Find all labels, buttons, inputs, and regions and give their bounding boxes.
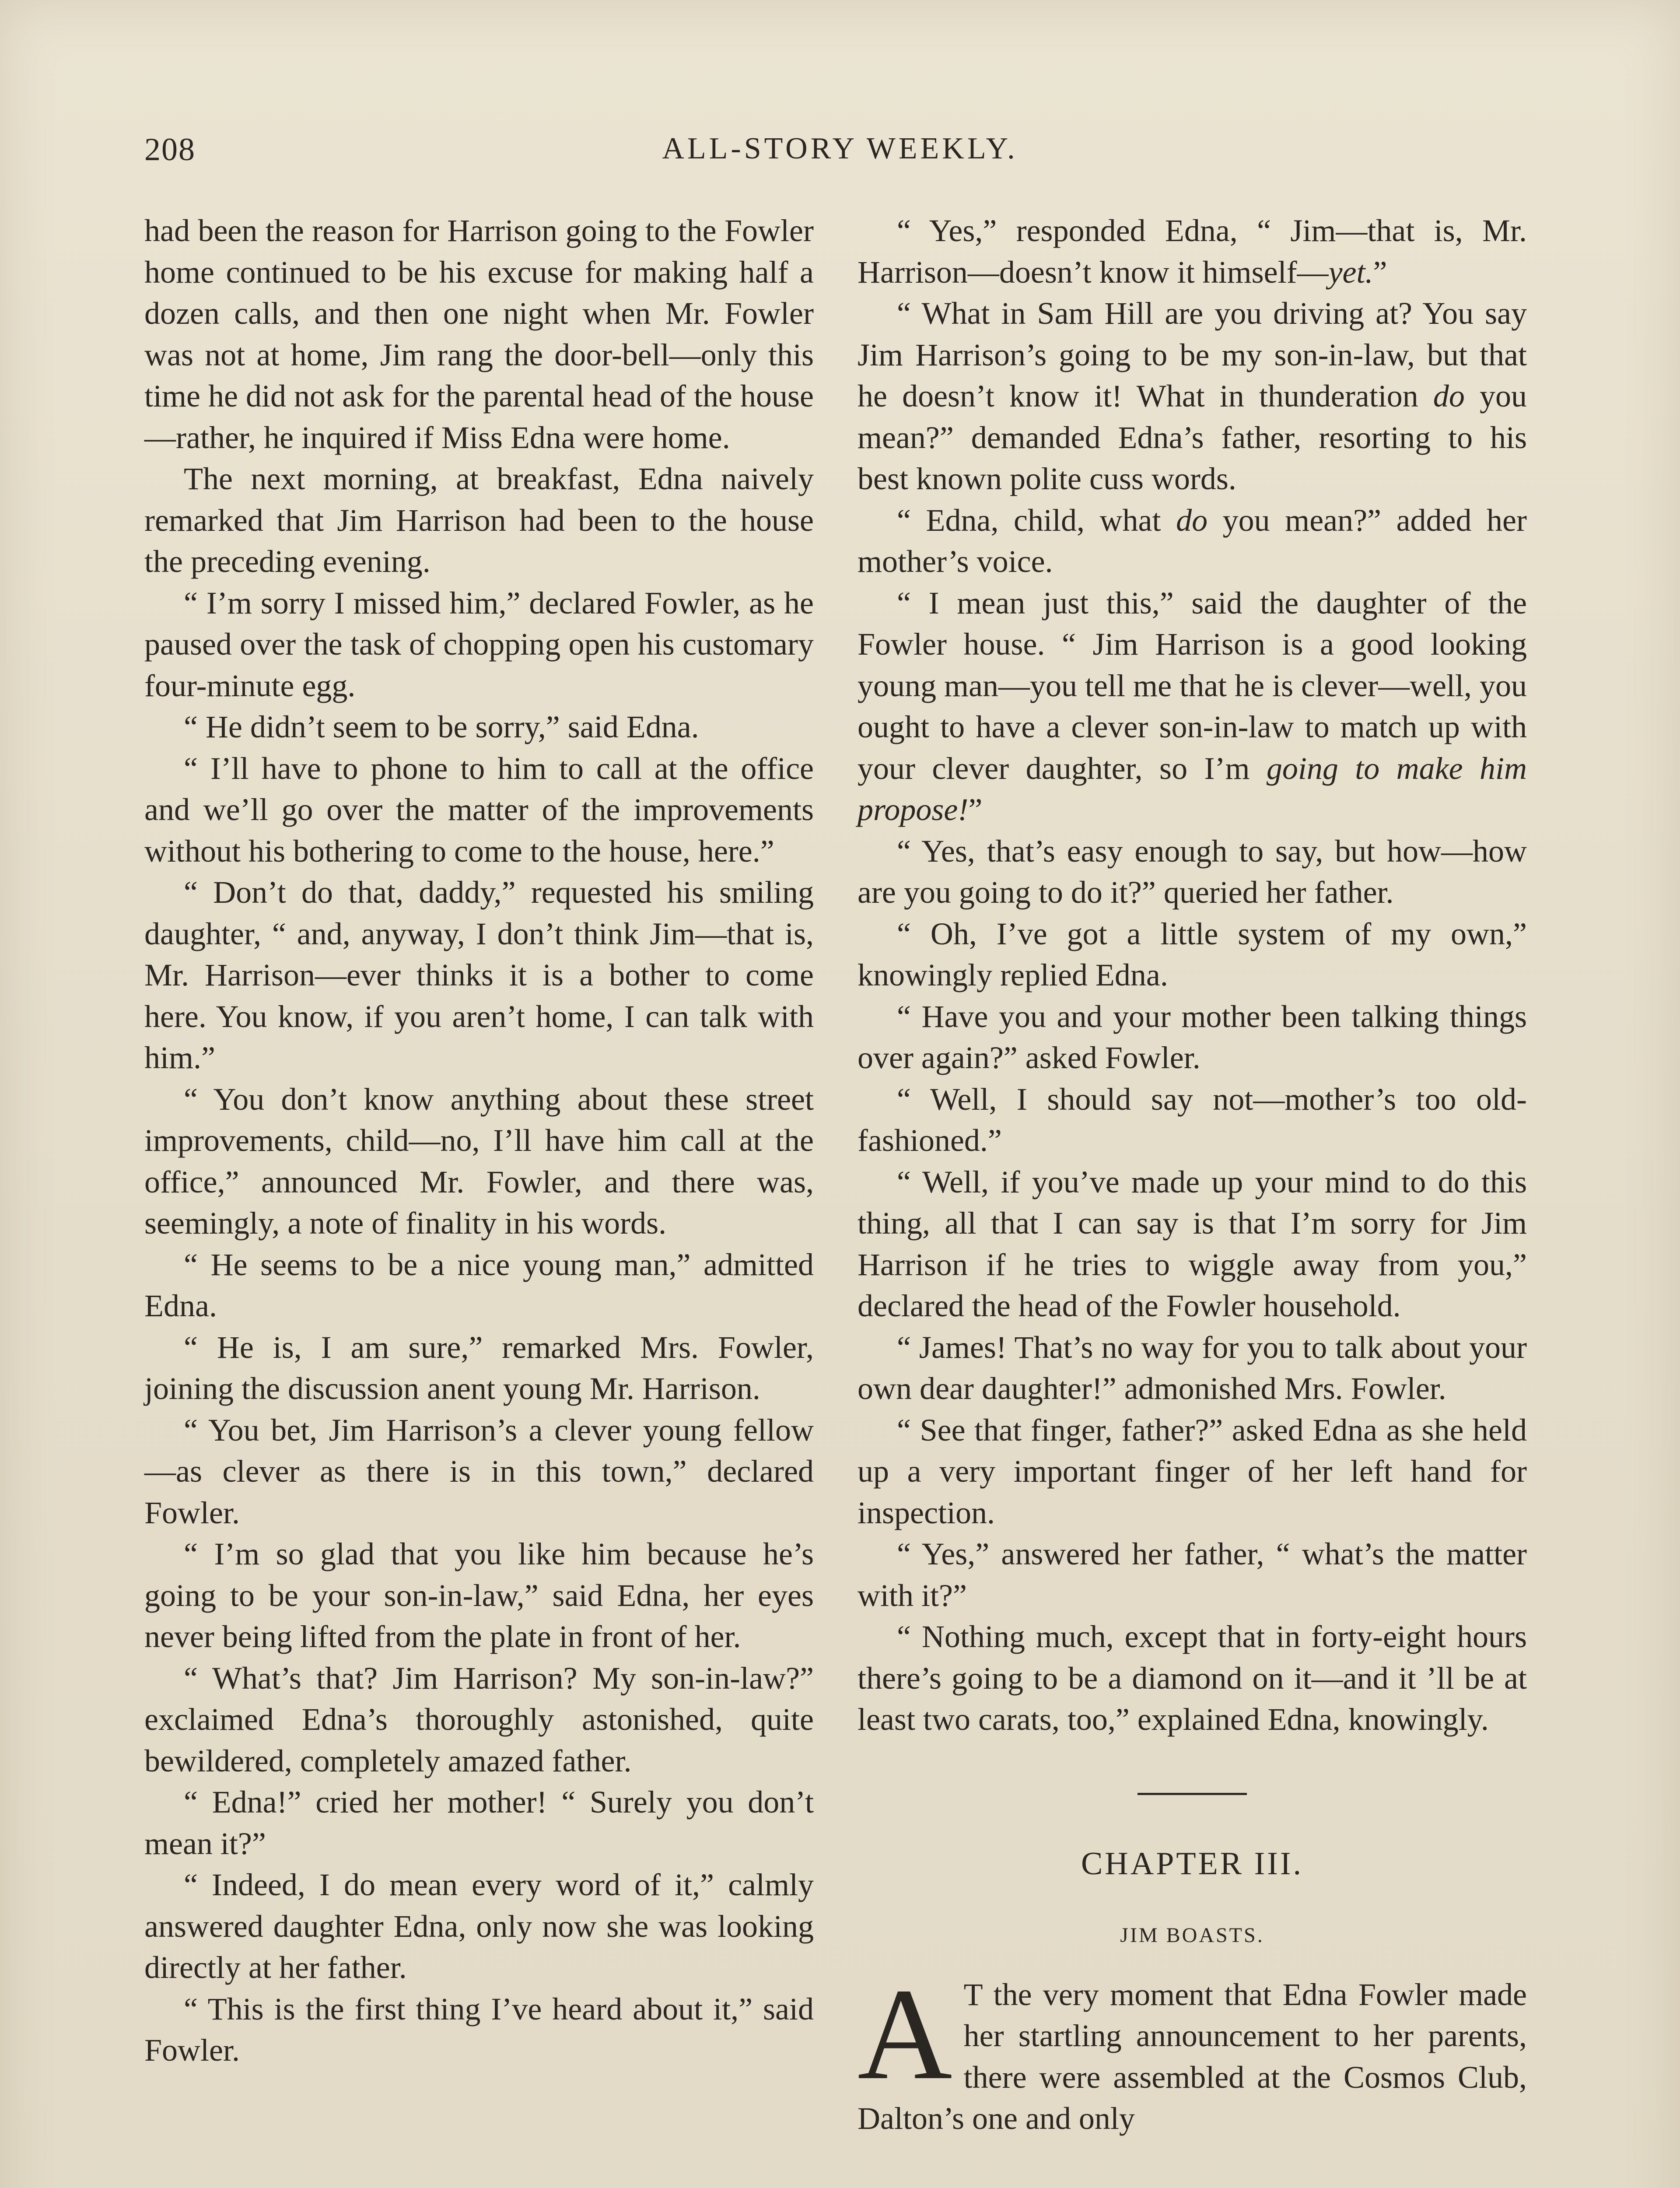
italic-text: do: [1176, 502, 1208, 538]
text-run: T the very moment that Edna Fowler made her startling announcement to her parents, there were assembled at the Cosmos Club, Dalton’s one and only: [858, 1977, 1527, 2136]
chapter-title: CHAPTER III.: [1081, 1845, 1304, 1882]
paragraph: “ Edna!” cried her mother! “ Surely you don’t mean it?”: [144, 1785, 814, 1861]
paragraph: “ Yes,” answered her father, “ what’s the matter with it?”: [858, 1536, 1527, 1613]
paragraph: “ Yes, that’s easy enough to say, but how—how are you going to do it?” queried her father.: [858, 833, 1527, 910]
chapter-opening-paragraph: [858, 1961, 1527, 2139]
italic-text: yet.: [1328, 254, 1373, 290]
paragraph: had been the reason for Harrison going to the Fowler home continued to be his excuse for making half a dozen calls, and then one night when Mr. Fowler was not at home, Jim rang the door-bell—only this time he did not ask for the parental head of the house—rather, he inquired if Miss Edna were home.: [144, 213, 814, 455]
running-head: ALL-STORY WEEKLY.: [662, 132, 1018, 165]
paragraph: [858, 210, 1527, 293]
italic-text: do: [1433, 379, 1465, 414]
paragraph: “ See that finger, father?” asked Edna as she held up a very important finger of her left hand for inspection.: [858, 1412, 1527, 1530]
paragraph: “ He didn’t seem to be sorry,” said Edna.: [184, 709, 699, 744]
paragraph: “ What’s that? Jim Harrison? My son-in-law?” exclaimed Edna’s thoroughly astonished, quite bewildered, completely amazed father.: [144, 1660, 814, 1778]
paragraph: “ Have you and your mother been talking things over again?” asked Fowler.: [858, 999, 1527, 1075]
left-column: [144, 210, 814, 2071]
paragraph: “ He seems to be a nice young man,” admitted Edna.: [144, 1247, 814, 1323]
text-run: “ What in Sam Hill are you driving at? You say Jim Harrison’s going to be my son-in-law, but that he doesn’t know it! What in thunderation: [858, 296, 1527, 414]
paragraph: “ Well, if you’ve made up your mind to do this thing, all that I can say is that I’m sorry for Jim Harrison if he tries to wiggle away from you,” declared the head of the Fowler household.: [858, 1164, 1527, 1323]
text-run: ”: [968, 792, 983, 827]
text-run: you mean?” demanded Edna’s father, resorting to his best known polite cuss words.: [858, 379, 1527, 496]
section-divider: [1138, 1793, 1247, 1795]
page-header: [144, 131, 1536, 179]
right-column: [858, 210, 1527, 2139]
page-number: 208: [144, 132, 196, 168]
paragraph: “ I’m sorry I missed him,” declared Fowler, as he paused over the task of chopping open his customary four-minute egg.: [144, 585, 814, 703]
text-run: “ I mean just this,” said the daughter of the Fowler house. “ Jim Harrison is a good looking young man—you tell me that he is clever—well, you ought to have a clever son-in-law to match up with your clever daughter, so I’m: [858, 585, 1527, 786]
paragraph: “ James! That’s no way for you to talk about your own dear daughter!” admonished Mrs. Fowler.: [858, 1329, 1527, 1406]
paragraph: “ Oh, I’ve got a little system of my own,” knowingly replied Edna.: [858, 916, 1527, 992]
text-run: ”: [1373, 254, 1387, 290]
text-run: you mean?” added her mother’s voice.: [858, 502, 1527, 579]
paragraph: “ Indeed, I do mean every word of it,” calmly answered daughter Edna, only now she was looking directly at her father.: [144, 1867, 814, 1985]
italic-text: going to make him propose!: [858, 750, 1527, 827]
paragraph: “ I’ll have to phone to him to call at the office and we’ll go over the matter of the improvements without his bothering to come to the house, here.”: [144, 750, 814, 869]
paragraph: “ You bet, Jim Harrison’s a clever young fellow—as clever as there is in this town,” declared Fowler.: [144, 1412, 814, 1530]
paragraph: “ He is, I am sure,” remarked Mrs. Fowler, joining the discussion anent young Mr. Harrison.: [144, 1329, 814, 1406]
text-run: “ Yes,” responded Edna, “ Jim—that is, Mr. Harrison—doesn’t know it himself—: [858, 213, 1527, 290]
paragraph: “ You don’t know anything about these street improvements, child—no, I’ll have him call at the office,” announced Mr. Fowler, and there was, seemingly, a note of finality in his words.: [144, 1081, 814, 1241]
paragraph: [858, 500, 1527, 582]
drop-cap: A: [858, 1961, 952, 2107]
paragraph: “ I’m so glad that you like him because he’s going to be your son-in-law,” said Edna, her eyes never being lifted from the plate in front of her.: [144, 1536, 814, 1654]
text-run: “ Edna, child, what: [897, 502, 1176, 538]
paragraph: The next morning, at breakfast, Edna naively remarked that Jim Harrison had been to the house the preceding evening.: [144, 461, 814, 579]
paragraph: “ This is the first thing I’ve heard about it,” said Fowler.: [144, 1991, 814, 2068]
paragraph: [858, 293, 1527, 500]
paragraph: [858, 582, 1527, 831]
paragraph: “ Nothing much, except that in forty-eight hours there’s going to be a diamond on it—and it ’ll be at least two carats, too,” explained Edna, knowingly.: [858, 1619, 1527, 1737]
paragraph: “ Well, I should say not—mother’s too old-fashioned.”: [858, 1081, 1527, 1158]
chapter-subtitle: JIM BOASTS.: [1120, 1924, 1264, 1947]
paragraph: “ Don’t do that, daddy,” requested his smiling daughter, “ and, anyway, I don’t think Jim—that is, Mr. Harrison—ever thinks it is a bother to come here. You know, if you aren’t home, I can talk with him.”: [144, 875, 814, 1075]
